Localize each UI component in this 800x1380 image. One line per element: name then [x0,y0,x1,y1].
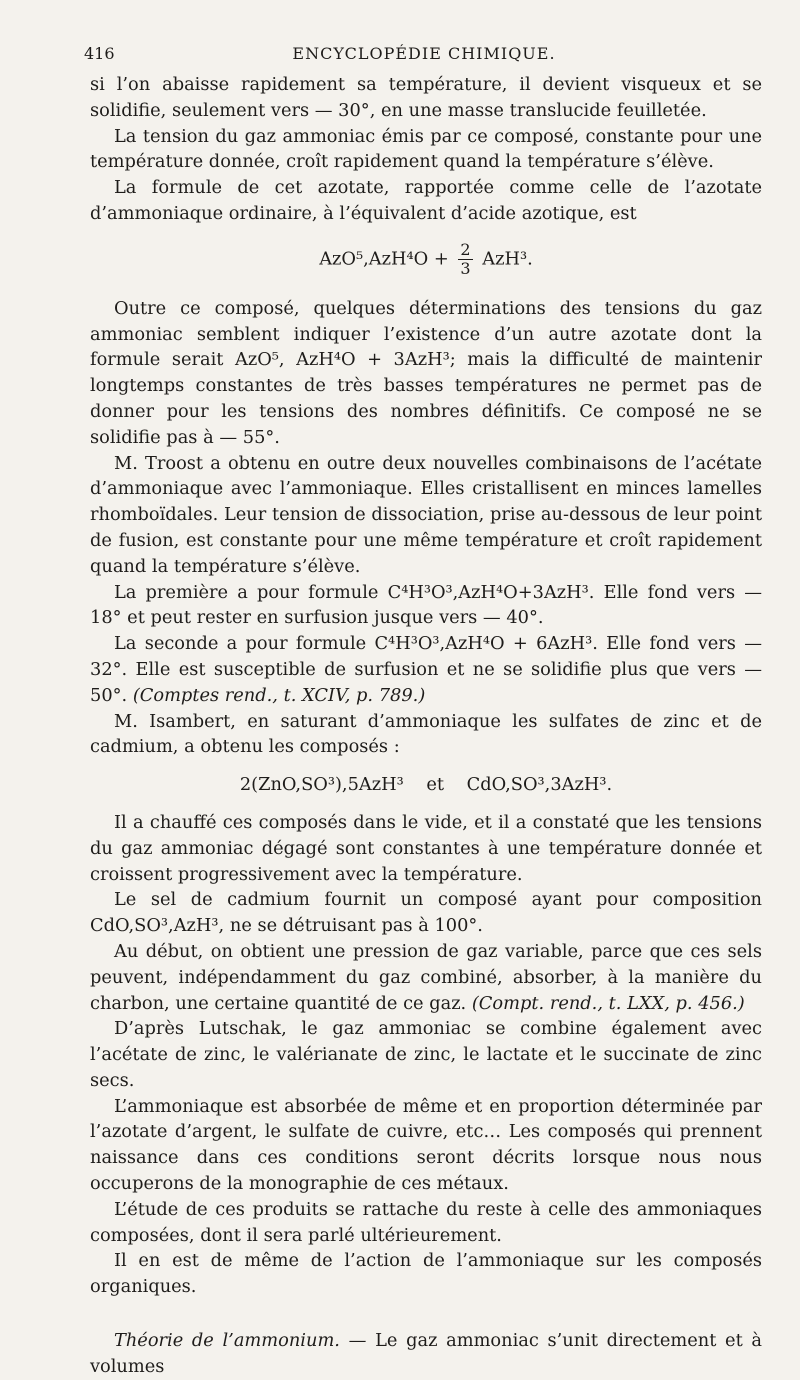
paragraph: L’étude de ces produits se rattache du reste à celle des ammoniaques composées, dont il sera parlé ultérieurement. [90,1198,762,1246]
reference: (Comptes rend., t. XCIV, p. 789.) [132,684,426,706]
paragraph [90,1328,762,1380]
formula-azotate [90,241,762,278]
paragraph: D’après Lutschak, le gaz ammoniac se combine également avec l’acétate de zinc, le valérianate de zinc, le lactate et le succinate de zinc secs. [90,1018,762,1091]
paragraph-text: La seconde a pour formule C⁴H³O³,AzH⁴O + 6AzH³. Elle fond vers — 32°. Elle est susceptible de surfusion et ne se solidifie plus que vers — 50°. [90,633,762,706]
paragraph [90,631,762,708]
formula-part: AzH³. [482,248,533,270]
paragraph-text: Le gaz ammoniac s’unit directement et à volumes [90,1330,762,1377]
paragraph: Le sel de cadmium fournit un composé ayant pour composition CdO,SO³,AzH³, ne se détruisant pas à 100°. [90,889,762,937]
reference: (Compt. rend., t. LXX, p. 456.) [471,992,745,1014]
paragraph-text: Au début, on obtient une pression de gaz variable, parce que ces sels peuvent, indépendamment du gaz combiné, absorber, à la manière du charbon, une certaine quantité de ce gaz. [90,940,762,1014]
paragraph: Il a chauffé ces composés dans le vide, et il a constaté que les tensions du gaz ammoniac dégagé sont constantes à une température donnée et croissent progressivement avec la température. [90,811,762,885]
paragraph: La tension du gaz ammoniac émis par ce composé, constante pour une température donnée, croît rapidement quand la température s’élève. [90,125,762,173]
paragraph: M. Troost a obtenu en outre deux nouvelles combinaisons de l’acétate d’ammoniaque avec l’ammoniaque. Elles cristallisent en minces lamelles rhomboïdales. Leur tension de dissociation, prise au-dessous de leur point de fusion, est constante pour une même température et croît rapidement quand la température s’élève. [90,452,762,577]
formula-zinc-cadmium: 2(ZnO,SO³),5AzH³ et CdO,SO³,3AzH³. [239,774,613,796]
fraction-numerator: 2 [460,239,471,259]
section-subhead: Théorie de l’ammonium. — [114,1330,367,1352]
paragraph: La première a pour formule C⁴H³O³,AzH⁴O+3AzH³. Elle fond vers — 18° et peut rester en surfusion jusque vers — 40°. [90,581,762,629]
paragraph: si l’on abaisse rapidement sa température, il devient visqueux et se solidifie, seulement vers — 30°, en une masse translucide feuilletée. [90,74,762,121]
paragraph [90,939,762,1016]
page-header [84,44,764,68]
paragraph: Outre ce composé, quelques déterminations des tensions du gaz ammoniac semblent indiquer l’existence d’un autre azotate dont la formule serait AzO⁵, AzH⁴O + 3AzH³; mais la difficulté de maintenir longtemps constantes de très basses températures ne permet pas de donner pour les tensions des nombres définitifs. Ce composé ne se solidifie pas à — 55°. [90,297,762,448]
paragraph: Il en est de même de l’action de l’ammoniaque sur les composés organiques. [90,1250,762,1298]
fraction-denominator: 3 [460,258,471,278]
page-number: 416 [84,44,115,63]
paragraph: M. Isambert, en saturant d’ammoniaque les sulfates de zinc et de cadmium, a obtenu les composés : [90,710,762,758]
running-title: ENCYCLOPÉDIE CHIMIQUE. [292,44,556,63]
paragraph: La formule de cet azotate, rapportée comme celle de l’azotate d’ammoniaque ordinaire, à l’équivalent d’acide azotique, est [90,177,762,224]
formula-part: AzO⁵,AzH⁴O + [319,248,449,270]
paragraph: L’ammoniaque est absorbée de même et en proportion déterminée par l’azotate d’argent, le sulfate de cuivre, etc… Les composés qui prennent naissance dans ces conditions seront décrits lorsque nous nous occuperons de la monographie de ces métaux. [90,1095,762,1195]
fraction [458,241,472,278]
body-text [90,72,762,1380]
